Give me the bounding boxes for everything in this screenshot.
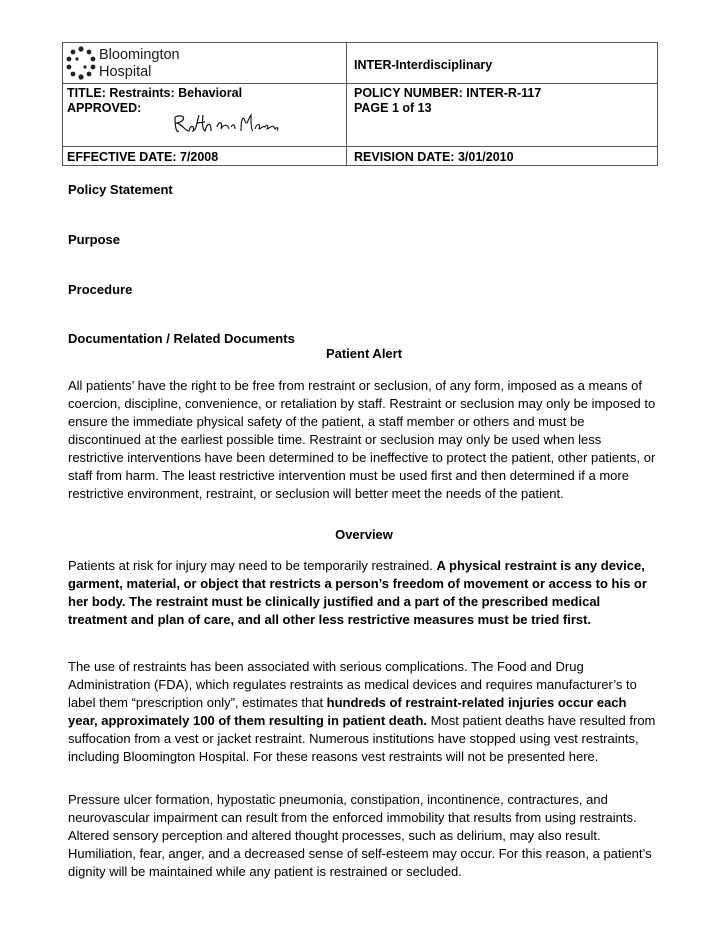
table-divider: [63, 83, 657, 84]
effective-date: EFFECTIVE DATE: 7/2008: [67, 150, 219, 164]
logo-name-line1: Bloomington: [99, 47, 180, 63]
logo-dots-icon: [65, 45, 97, 81]
overview-text: Most patient deaths have resulted from suffocation from a vest or jacket restraint. Numerous institutions have stopped using vest restraints, including Bloomington Hospital. For these reasons vest restraints will not be presented here.: [68, 713, 656, 764]
heading-procedure: Procedure: [68, 282, 133, 297]
heading-overview: Overview: [335, 527, 393, 542]
overview-paragraph-2: [68, 658, 658, 766]
overview-emphasis: A physical restraint is any device, garment, material, or object that restricts a person’s freedom of movement or access to his or her body. The restraint must be clinically justified and a part of the prescribed medical treatment and plan of care, and all other less restrictive measures must be tried first.: [68, 558, 647, 627]
page-indicator: PAGE 1 of 13: [354, 101, 432, 115]
overview-text: The use of restraints has been associated with serious complications. The Food and Drug Administration (FDA), which regulates restraints as medical devices and requires manufacturer’s to label them “prescription only”, estimates that: [68, 659, 637, 710]
policy-title: TITLE: Restraints: Behavioral: [67, 86, 243, 100]
overview-emphasis: hundreds of restraint-related injuries occur each year, approximately 100 of them resulting in patient death.: [68, 695, 627, 728]
overview-text: Patients at risk for injury may need to be temporarily restrained.: [68, 558, 437, 573]
policy-number: POLICY NUMBER: INTER-R-117: [354, 86, 542, 100]
heading-policy-statement: Policy Statement: [68, 182, 173, 197]
department-label: INTER-Interdisciplinary: [354, 58, 493, 72]
overview-paragraph-3: Pressure ulcer formation, hypostatic pneumonia, constipation, incontinence, contractures, and neurovascular impairment can result from the enforced immobility that results from using restraints. Altered sensory perception and altered thought processes, such as delirium, may also result. Humiliation, fear, anger, and a decreased sense of self-esteem may occur. For this reason, a patient’s dignity will be maintained while any patient is restrained or secluded.: [68, 792, 652, 879]
hospital-logo: [65, 45, 205, 83]
heading-patient-alert: Patient Alert: [325, 346, 403, 361]
table-divider: [63, 146, 657, 147]
patient-alert-paragraph: All patients’ have the right to be free from restraint or seclusion, of any form, imposed as a means of coercion, discipline, convenience, or retaliation by staff. Restraint or seclusion may only be imposed to ensure the immediate physical safety of the patient, a staff member or others and must be discontinued at the earliest possible time. Restraint or seclusion may only be used when less restrictive interventions have been determined to be ineffective to protect the patient, other patients, or staff from harm. The least restrictive intervention must be used first and then determined if a more restrictive environment, restraint, or seclusion will better meet the needs of the patient.: [68, 378, 656, 501]
revision-date: REVISION DATE: 3/01/2010: [354, 150, 514, 164]
logo-name-line2: Hospital: [99, 64, 152, 80]
signature-image: [171, 109, 281, 139]
overview-paragraph-1: [68, 557, 658, 629]
heading-purpose: Purpose: [68, 232, 121, 247]
policy-header-table: [62, 42, 658, 166]
approved-label: APPROVED:: [67, 101, 142, 115]
heading-documentation: Documentation / Related Documents: [68, 331, 295, 346]
